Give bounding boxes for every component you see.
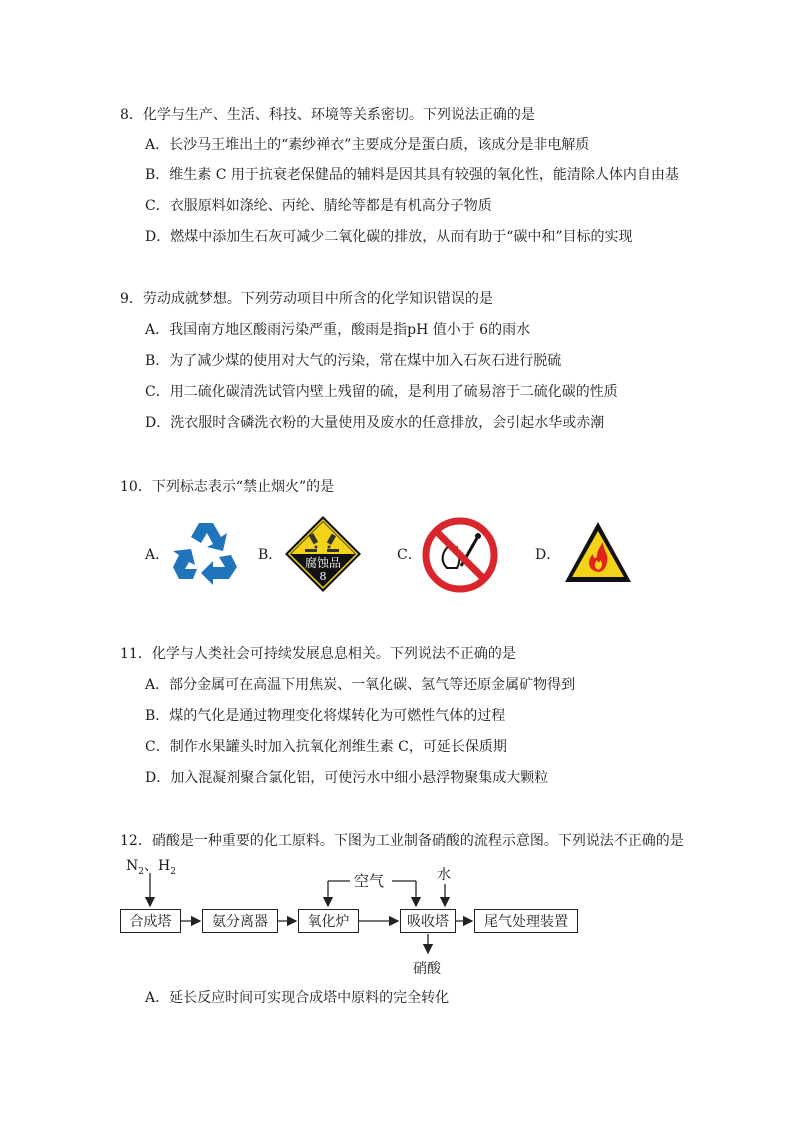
flow-box-absorption-tower: 吸收塔 — [400, 909, 456, 933]
question-8-option-a: A．长沙马王堆出土的“素纱禅衣”主要成分是蛋白质，该成分是非电解质 — [145, 137, 590, 153]
question-8-stem: 8．化学与生产、生活、科技、环境等关系密切。下列说法正确的是 — [120, 107, 535, 123]
flow-box-synthesis-tower: 合成塔 — [120, 909, 181, 933]
question-12-option-a: A．延长反应时间可实现合成塔中原料的完全转化 — [145, 990, 450, 1006]
flow-input-n2-h2: $N_2$、$H_2$ — [126, 858, 176, 877]
question-8-option-c: C．衣服原料如涤纶、丙纶、腈纶等都是有机高分子物质 — [145, 198, 492, 214]
question-10-label-c: C． — [397, 547, 422, 563]
corrosive-sign-text: 腐蚀品 — [304, 556, 341, 570]
question-9-option-d: D．洗衣服时含磷洗衣粉的大量使用及废水的任意排放，会引起水华或赤潮 — [145, 415, 605, 431]
question-9-stem: 9．劳动成就梦想。下列劳动项目中所含的化学知识错误的是 — [120, 291, 493, 307]
question-11-option-d: D．加入混凝剂聚合氯化铝，可使污水中细小悬浮物聚集成大颗粒 — [145, 770, 549, 786]
flow-input-water: 水 — [437, 867, 451, 883]
flow-box-tail-gas-treatment: 尾气处理装置 — [474, 909, 578, 933]
flow-box-oxidation-furnace: 氧化炉 — [298, 909, 359, 933]
question-11-option-b: B．煤的气化是通过物理变化将煤转化为可燃性气体的过程 — [145, 708, 506, 724]
flow-output-nitric-acid: 硝酸 — [413, 961, 441, 977]
question-10-label-d: D． — [535, 547, 561, 563]
question-11-option-a: A．部分金属可在高温下用焦炭、一氧化碳、氢气等还原金属矿物得到 — [145, 677, 576, 693]
question-10-label-a: A． — [145, 547, 170, 563]
question-10-stem: 10．下列标志表示“禁止烟火”的是 — [120, 479, 335, 495]
question-12-stem: 12．硝酸是一种重要的化工原料。下图为工业制备硝酸的流程示意图。下列说法不正确的是 — [120, 833, 684, 849]
question-9-option-c: C．用二硫化碳清洗试管内壁上残留的硫，是利用了硫易溶于二硫化碳的性质 — [145, 384, 618, 400]
flow-input-air: 空气 — [354, 872, 385, 890]
corrosive-sign-number: 8 — [319, 570, 327, 583]
question-9-option-b: B．为了减少煤的使用对大气的污染，常在煤中加入石灰石进行脱硫 — [145, 353, 562, 369]
question-9-option-a: A．我国南方地区酸雨污染严重，酸雨是指pH 值小于 6的雨水 — [145, 322, 531, 338]
question-10-label-b: B． — [258, 547, 283, 563]
question-8-option-b: B．维生素 C 用于抗衰老保健品的辅料是因其具有较强的氧化性，能清除人体内自由基 — [145, 167, 679, 183]
question-8-option-d: D．燃煤中添加生石灰可减少二氧化碳的排放，从而有助于“碳中和”目标的实现 — [145, 229, 633, 245]
flow-box-ammonia-separator: 氨分离器 — [202, 909, 278, 933]
question-11-stem: 11．化学与人类社会可持续发展息息相关。下列说法不正确的是 — [120, 646, 516, 662]
question-11-option-c: C．制作水果罐头时加入抗氧化剂维生素 C，可延长保质期 — [145, 739, 507, 755]
